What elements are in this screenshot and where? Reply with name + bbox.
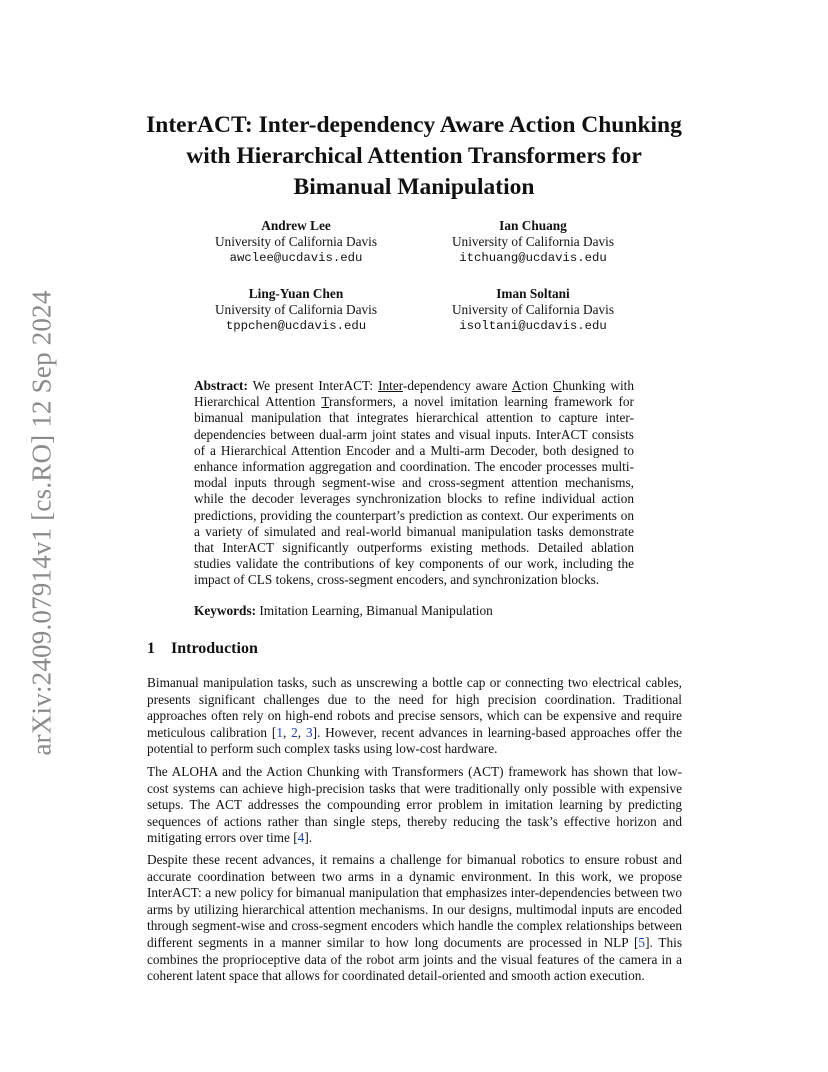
author-email: itchuang@ucdavis.edu (459, 251, 607, 265)
intro-paragraph (147, 852, 682, 985)
citation-link[interactable]: 5 (638, 934, 646, 950)
intro-paragraph (147, 764, 682, 847)
citation-link[interactable]: 3 (305, 724, 313, 740)
abstract-label: Abstract: (194, 378, 248, 393)
abstract-text: ction (521, 378, 553, 393)
paper-title (100, 110, 728, 203)
paragraph-text: ]. However, recent advances in learning-based approaches offer the potential to perform such complex tasks using low-cost hardware. (147, 724, 682, 757)
paragraph-text: The ALOHA and the Action Chunking with Transformers (ACT) framework has shown that low-cost systems can achieve high-precision tasks that were traditionally only possible with expensive setups. The ACT addresses the compounding error problem in imitation learning by predicting sequences of actions rather than single steps, thereby reducing the task’s effective horizon and mitigating errors over time [ (147, 764, 682, 846)
paragraph-text: ]. (304, 830, 313, 846)
author-affiliation: University of California Davis (451, 302, 615, 317)
author-name: Andrew Lee (261, 218, 331, 233)
citation-link[interactable]: 1 (276, 724, 283, 740)
paragraph-text: , (282, 724, 292, 740)
section-title: Introduction (171, 640, 258, 657)
keywords-label: Keywords: (194, 603, 257, 618)
abstract (194, 378, 634, 589)
author-name: Iman Soltani (496, 286, 570, 301)
acronym-letter: Inter (378, 378, 403, 393)
paragraph-text: , (297, 724, 306, 740)
author-block (418, 286, 648, 334)
author-block (181, 218, 411, 266)
author-email: isoltani@ucdavis.edu (459, 319, 607, 333)
author-name: Ian Chuang (499, 218, 567, 233)
citation-link[interactable]: 2 (291, 724, 298, 740)
paragraph-text: Bimanual manipulation tasks, such as unscrewing a bottle cap or connecting two electrical cables, presents significant challenges due to the need for high precision coordination. Traditional approaches often rely on high-end robots and precise sensors, which can be expensive and require meticulous calibration [ (147, 675, 682, 740)
title-line: InterACT: Inter-dependency Aware Action Chunking (146, 112, 682, 138)
section-heading (147, 640, 258, 658)
title-line: Bimanual Manipulation (293, 174, 535, 200)
acronym-letter: A (511, 378, 522, 393)
acronym-letter: T (321, 394, 330, 410)
abstract-body: , a novel imitation learning framework for bimanual manipulation that integrates hierarchical attention to capture inter-dependencies between dual-arm joint states and visual inputs. InterACT consists of a Hierarchical Attention Encoder and a Multi-arm Decoder, both designed to enhance information aggregation and coordination. The encoder processes multi-modal inputs through segment-wise and cross-segment attention mechanisms, while the decoder leverages synchronization blocks to refine individual action predictions, providing the counterpart’s prediction as context. Our experiments on a variety of simulated and real-world bimanual manipulation tasks demonstrate that InterACT significantly outperforms existing methods. Detailed ablation studies validate the contributions of key components of our work, including the impact of CLS tokens, cross-segment encoders, and synchronization blocks. (194, 394, 634, 588)
abstract-text: -dependency aware (402, 378, 512, 393)
author-block (418, 218, 648, 266)
section-number: 1 (147, 640, 155, 657)
author-email: awclee@ucdavis.edu (229, 251, 363, 265)
arxiv-identifier: arXiv:2409.07914v1 [cs.RO] 12 Sep 2024 (26, 290, 57, 756)
intro-paragraph (147, 675, 682, 758)
author-affiliation: University of California Davis (214, 234, 378, 249)
keywords-text: Imitation Learning, Bimanual Manipulation (259, 603, 493, 618)
paragraph-text: Despite these recent advances, it remains a challenge for bimanual robotics to ensure robust and accurate coordination between two arms in a dynamic environment. In this work, we propose InterACT: a new policy for bimanual manipulation that emphasizes inter-dependencies between two arms by utilizing hierarchical attention mechanisms. In our designs, multimodal inputs are encoded through segment-wise and cross-segment encoders which handle the complex relationships between different segments in a manner similar to how long documents are processed in NLP [ (147, 852, 682, 950)
author-block (181, 286, 411, 334)
abstract-intro: We present InterACT: (252, 378, 379, 393)
author-affiliation: University of California Davis (451, 234, 615, 249)
author-affiliation: University of California Davis (214, 302, 378, 317)
citation-link[interactable]: 4 (297, 830, 305, 846)
abstract-text: hunking with Hierarchical Attention (194, 378, 634, 410)
keywords (194, 603, 493, 619)
author-name: Ling-Yuan Chen (248, 286, 344, 301)
title-line: with Hierarchical Attention Transformers for (186, 143, 642, 169)
abstract-text: ransformers (329, 394, 393, 410)
paragraph-text: ]. This combines the proprioceptive data of the robot arm joints and the visual features of the camera in a coherent latent space that allows for coordinated detail-oriented and smooth action execution. (147, 934, 683, 984)
author-email: tppchen@ucdavis.edu (225, 319, 367, 333)
acronym-letter: C (552, 378, 562, 393)
